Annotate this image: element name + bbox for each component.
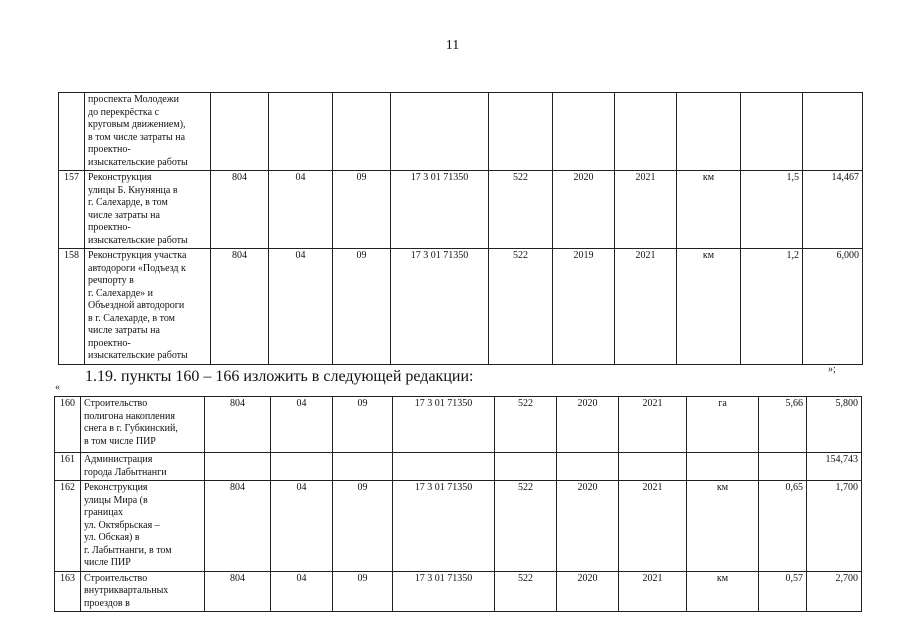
cell-target-article — [391, 93, 489, 171]
cell-amount: 154,743 — [807, 453, 862, 481]
table-row — [55, 481, 862, 572]
cell-capacity: 0,57 — [759, 571, 807, 612]
row-description: Строительство внутриквартальных проездов в — [81, 571, 205, 612]
cell-chapter: 804 — [205, 481, 271, 572]
cell-chapter: 804 — [211, 249, 269, 365]
cell-expense-type: 522 — [495, 397, 557, 453]
page-number: 11 — [445, 38, 460, 53]
table-row — [55, 571, 862, 612]
cell-start-year: 2020 — [553, 171, 615, 249]
cell-subsection: 09 — [333, 397, 393, 453]
table-row — [59, 249, 863, 365]
cell-start-year: 2020 — [557, 571, 619, 612]
cell-start-year: 2020 — [557, 397, 619, 453]
cell-target-article: 17 3 01 71350 — [393, 571, 495, 612]
cell-expense-type — [495, 453, 557, 481]
cell-end-year — [619, 453, 687, 481]
cell-unit: км — [687, 571, 759, 612]
row-description: Реконструкция участка автодороги «Подъезд к речпорту в г. Салехарде» и Объездной автодороги в г. Салехарде, в том числе затраты на проектно- изыскательские работы — [85, 249, 211, 365]
cell-start-year: 2019 — [553, 249, 615, 365]
cell-end-year — [615, 93, 677, 171]
cell-section: 04 — [271, 571, 333, 612]
cell-section: 04 — [271, 481, 333, 572]
cell-amount: 6,000 — [803, 249, 863, 365]
cell-subsection — [333, 93, 391, 171]
cell-capacity: 0,65 — [759, 481, 807, 572]
row-description: проспекта Молодежи до перекрёстка с круговым движением), в том числе затраты на проектно- изыскательские работы — [85, 93, 211, 171]
cell-start-year — [553, 93, 615, 171]
cell-section — [271, 453, 333, 481]
cell-amount: 14,467 — [803, 171, 863, 249]
cell-amount: 1,700 — [807, 481, 862, 572]
cell-subsection: 09 — [333, 481, 393, 572]
cell-subsection: 09 — [333, 249, 391, 365]
row-number: 157 — [59, 171, 85, 249]
cell-unit: км — [677, 249, 741, 365]
table-row — [59, 171, 863, 249]
cell-target-article: 17 3 01 71350 — [391, 171, 489, 249]
cell-section: 04 — [269, 249, 333, 365]
cell-expense-type: 522 — [495, 481, 557, 572]
cell-target-article: 17 3 01 71350 — [393, 481, 495, 572]
cell-end-year: 2021 — [619, 571, 687, 612]
table-row — [55, 397, 862, 453]
table-row — [59, 93, 863, 171]
cell-chapter: 804 — [205, 571, 271, 612]
row-number: 161 — [55, 453, 81, 481]
cell-section — [269, 93, 333, 171]
cell-amount: 5,800 — [807, 397, 862, 453]
cell-capacity — [759, 453, 807, 481]
cell-amount: 2,700 — [807, 571, 862, 612]
cell-chapter — [205, 453, 271, 481]
row-number — [59, 93, 85, 171]
cell-end-year: 2021 — [619, 397, 687, 453]
row-number: 163 — [55, 571, 81, 612]
cell-expense-type: 522 — [495, 571, 557, 612]
row-description: Строительство полигона накопления снега в г. Губкинский, в том числе ПИР — [81, 397, 205, 453]
cell-chapter — [211, 93, 269, 171]
cell-capacity: 1,5 — [741, 171, 803, 249]
cell-subsection — [333, 453, 393, 481]
cell-end-year: 2021 — [615, 171, 677, 249]
cell-target-article: 17 3 01 71350 — [391, 249, 489, 365]
cell-expense-type — [489, 93, 553, 171]
cell-subsection: 09 — [333, 571, 393, 612]
row-number: 162 — [55, 481, 81, 572]
cell-unit: км — [677, 171, 741, 249]
cell-start-year: 2020 — [557, 481, 619, 572]
row-description: Администрация города Лабытнанги — [81, 453, 205, 481]
budget-table-top — [58, 92, 863, 365]
budget-table-bottom — [54, 396, 862, 612]
opening-quote: « — [55, 382, 60, 393]
cell-amount — [803, 93, 863, 171]
row-description: Реконструкция улицы Б. Кнунянца в г. Салехарде, в том числе затраты на проектно- изыскательские работы — [85, 171, 211, 249]
cell-start-year — [557, 453, 619, 481]
row-number: 160 — [55, 397, 81, 453]
cell-target-article: 17 3 01 71350 — [393, 397, 495, 453]
amendment-text: 1.19. пункты 160 – 166 изложить в следующей редакции: — [85, 368, 474, 385]
cell-capacity: 5,66 — [759, 397, 807, 453]
cell-chapter: 804 — [211, 171, 269, 249]
cell-section: 04 — [271, 397, 333, 453]
closing-quote: »; — [828, 364, 836, 375]
cell-section: 04 — [269, 171, 333, 249]
row-number: 158 — [59, 249, 85, 365]
cell-target-article — [393, 453, 495, 481]
table-row — [55, 453, 862, 481]
cell-end-year: 2021 — [615, 249, 677, 365]
cell-capacity — [741, 93, 803, 171]
cell-chapter: 804 — [205, 397, 271, 453]
cell-unit: км — [687, 481, 759, 572]
cell-subsection: 09 — [333, 171, 391, 249]
cell-unit: га — [687, 397, 759, 453]
cell-unit — [687, 453, 759, 481]
cell-end-year: 2021 — [619, 481, 687, 572]
row-description: Реконструкция улицы Мира (в границах ул. Октябрьская – ул. Обская) в г. Лабытнанги, в том числе ПИР — [81, 481, 205, 572]
cell-expense-type: 522 — [489, 171, 553, 249]
cell-unit — [677, 93, 741, 171]
cell-expense-type: 522 — [489, 249, 553, 365]
cell-capacity: 1,2 — [741, 249, 803, 365]
